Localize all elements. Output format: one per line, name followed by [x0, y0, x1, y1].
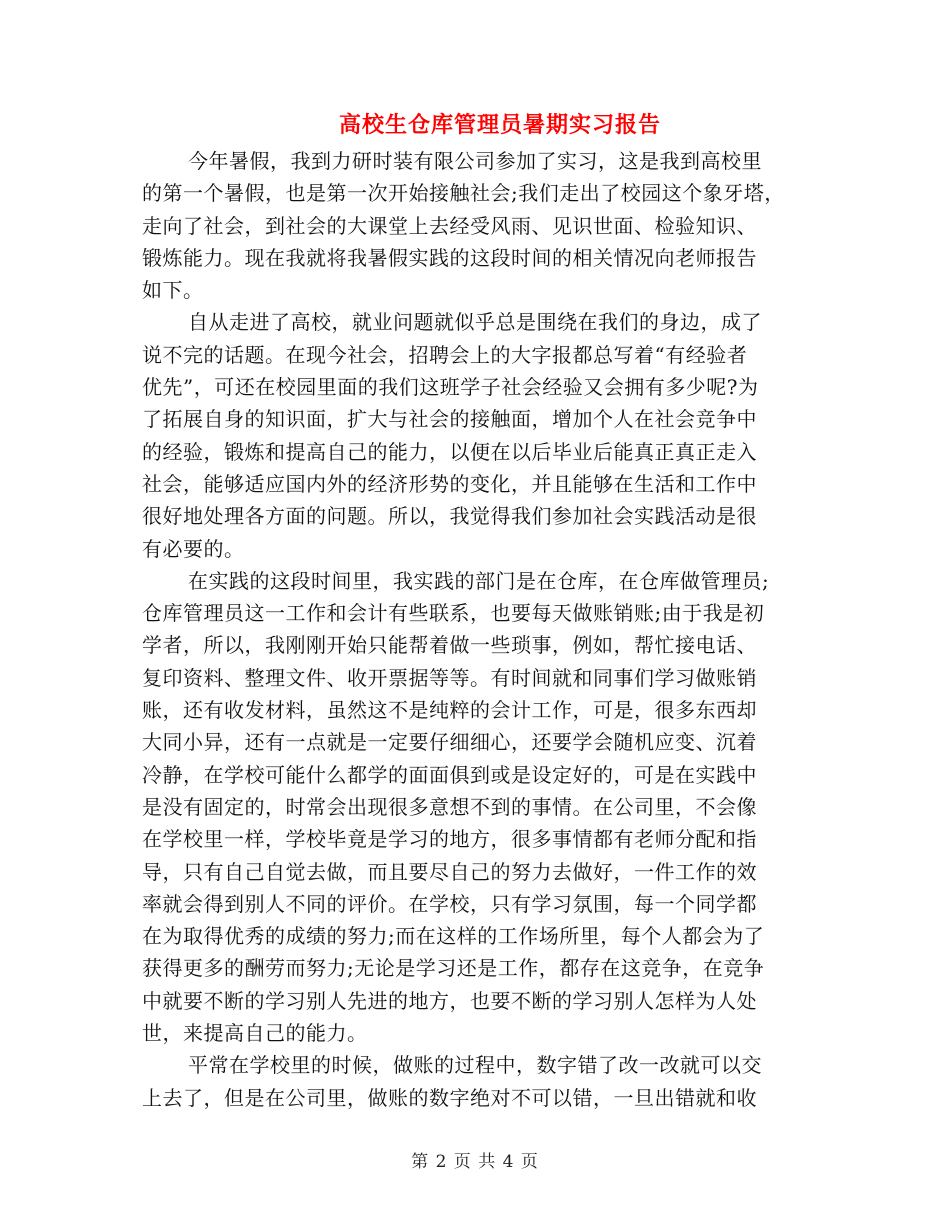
paragraph-line: 有必要的。: [142, 536, 245, 561]
paragraph-line: 的经验，锻炼和提高自己的能力，以便在以后毕业后能真正真正走入: [142, 439, 757, 464]
page-number-footer: 第 2 页 共 4 页: [411, 1152, 539, 1172]
paragraph-line: 社会，能够适应国内外的经济形势的变化，并且能够在生活和工作中: [142, 471, 757, 496]
paragraph-line: 冷静，在学校可能什么都学的面面俱到或是设定好的，可是在实践中: [142, 762, 757, 787]
paragraph-line: 大同小异，还有一点就是一定要仔细细心，还要学会随机应变、沉着: [142, 730, 757, 755]
paragraph-line: 在学校里一样，学校毕竟是学习的地方，很多事情都有老师分配和指: [142, 827, 757, 852]
paragraph-line: 很好地处理各方面的问题。所以，我觉得我们参加社会实践活动是很: [142, 504, 757, 529]
paragraph-3: [142, 565, 822, 1049]
paragraph-line: 导，只有自己自觉去做，而且要尽自己的努力去做好，一件工作的效: [142, 859, 757, 884]
paragraph-line: 账，还有收发材料，虽然这不是纯粹的会计工作，可是，很多东西却: [142, 698, 757, 723]
paragraph-1: [142, 145, 822, 306]
paragraph-line: 在实践的这段时间里，我实践的部门是在仓库，在仓库做管理员;: [188, 568, 770, 593]
paragraph-line: 是没有固定的，时常会出现很多意想不到的事情。在公司里，不会像: [142, 794, 757, 819]
paragraph-line: 平常在学校里的时候，做账的过程中，数字错了改一改就可以交: [188, 1053, 762, 1078]
paragraph-line: 锻炼能力。现在我就将我暑假实践的这段时间的相关情况向老师报告: [142, 245, 757, 270]
paragraph-line: 复印资料、整理文件、收开票据等等。有时间就和同事们学习做账销: [142, 665, 757, 690]
paragraph-line: 说不完的话题。在现今社会，招聘会上的大字报都总写着“有经验者: [142, 342, 748, 367]
paragraph-line: 的第一个暑假，也是第一次开始接触社会;我们走出了校园这个象牙塔，: [142, 181, 785, 206]
paragraph-line: 世，来提高自己的能力。: [142, 1021, 368, 1046]
paragraph-line: 自从走进了高校，就业问题就似乎总是围绕在我们的身边，成了: [188, 310, 762, 335]
paragraph-line: 获得更多的酬劳而努力;无论是学习还是工作，都存在这竞争，在竞争: [142, 956, 765, 981]
paragraph-line: 了拓展自身的知识面，扩大与社会的接触面，增加个人在社会竞争中: [142, 407, 757, 432]
paragraph-line: 优先”，可还在校园里面的我们这班学子社会经验又会拥有多少呢?为: [142, 375, 759, 400]
paragraph-line: 如下。: [142, 278, 204, 303]
paragraph-line: 中就要不断的学习别人先进的地方，也要不断的学习别人怎样为人处: [142, 988, 757, 1013]
paragraph-line: 仓库管理员这一工作和会计有些联系，也要每天做账销账;由于我是初: [142, 601, 765, 626]
paragraph-2: [142, 306, 822, 564]
document-title: 高校生仓库管理员暑期实习报告: [338, 112, 661, 138]
paragraph-line: 在为取得优秀的成绩的努力;而在这样的工作场所里，每个人都会为了: [142, 924, 765, 949]
paragraph-line: 走向了社会，到社会的大课堂上去经受风雨、见识世面、检验知识、: [142, 213, 757, 238]
paragraph-line: 今年暑假，我到力研时装有限公司参加了实习，这是我到高校里: [188, 149, 762, 173]
paragraph-line: 学者，所以，我刚刚开始只能帮着做一些琐事，例如，帮忙接电话、: [142, 633, 757, 658]
paragraph-line: 率就会得到别人不同的评价。在学校，只有学习氛围，每一个同学都: [142, 891, 757, 916]
paragraph-4: [142, 1049, 822, 1114]
paragraph-line: 上去了，但是在公司里，做账的数字绝对不可以错，一旦出错就和收: [142, 1085, 757, 1110]
document-body: [142, 145, 822, 1114]
